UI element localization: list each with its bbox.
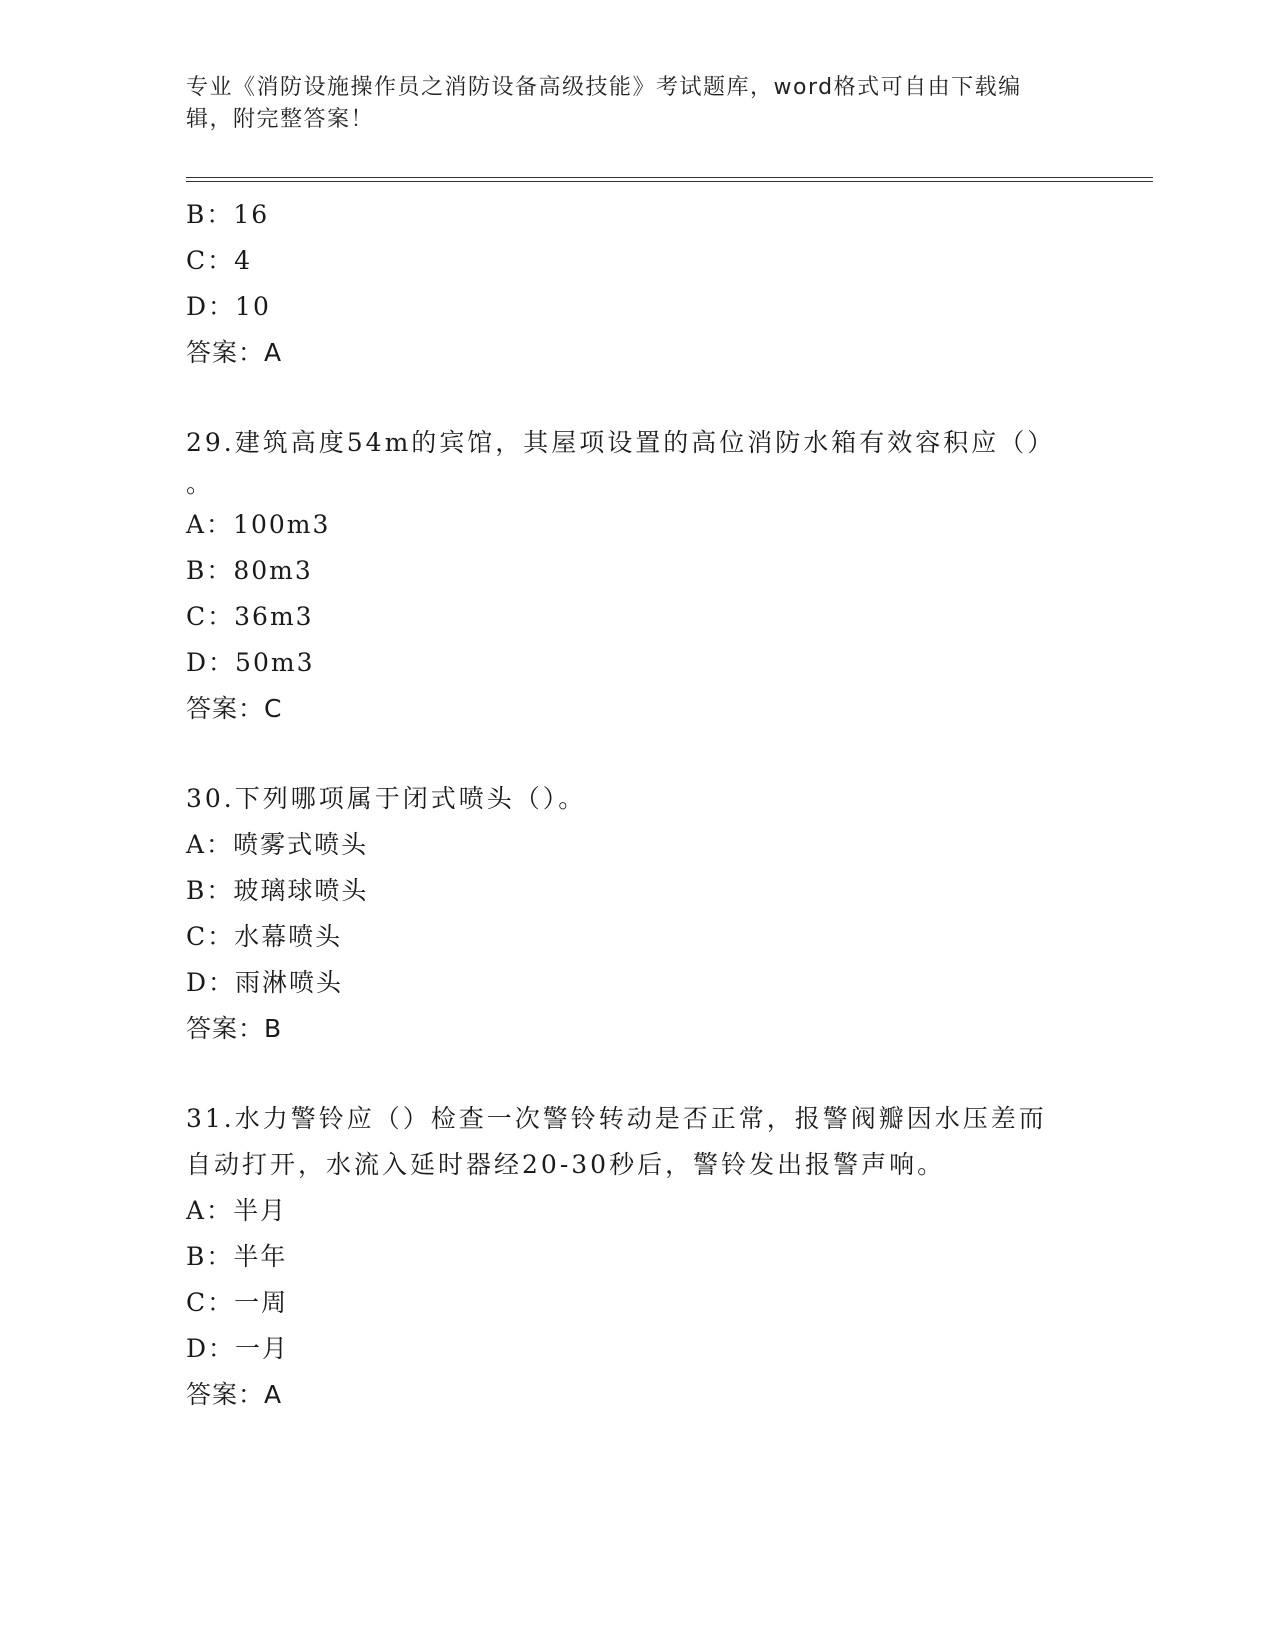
option-text: 4 bbox=[234, 246, 253, 275]
option-text: 80m3 bbox=[233, 556, 313, 585]
option-label: B： bbox=[186, 556, 234, 585]
option-a bbox=[186, 822, 1086, 868]
answer-line: 答案：C bbox=[186, 694, 283, 723]
question-list bbox=[186, 192, 1086, 1418]
option-c bbox=[186, 1280, 1086, 1326]
option-text: 喷雾式喷头 bbox=[233, 830, 369, 859]
document-header bbox=[186, 72, 1066, 136]
option-d bbox=[186, 284, 1086, 330]
option-text: 雨淋喷头 bbox=[235, 968, 344, 997]
option-text: 10 bbox=[235, 292, 271, 321]
header-line-2: 辑，附完整答案！ bbox=[186, 107, 375, 132]
option-text: 半月 bbox=[233, 1196, 288, 1225]
question-stem bbox=[186, 420, 1066, 502]
option-label: B： bbox=[186, 1242, 234, 1271]
option-d bbox=[186, 1326, 1086, 1372]
question-30 bbox=[186, 776, 1086, 1052]
answer-line: 答案：B bbox=[186, 1014, 283, 1043]
option-c bbox=[186, 238, 1086, 284]
question-stem-line-1: 30.下列哪项属于闭式喷头（）。 bbox=[186, 784, 587, 813]
option-c bbox=[186, 594, 1086, 640]
option-text: 36m3 bbox=[234, 602, 314, 631]
option-a bbox=[186, 1188, 1086, 1234]
question-28-continuation bbox=[186, 192, 1086, 376]
spacer bbox=[186, 1052, 1086, 1096]
option-b bbox=[186, 868, 1086, 914]
option-text: 一月 bbox=[235, 1334, 290, 1363]
option-label: C： bbox=[186, 1288, 235, 1317]
option-label: B： bbox=[186, 200, 234, 229]
option-b bbox=[186, 1234, 1086, 1280]
question-29 bbox=[186, 420, 1086, 732]
header-rule-bottom bbox=[186, 181, 1153, 182]
option-c bbox=[186, 914, 1086, 960]
answer-line: 答案：A bbox=[186, 338, 283, 367]
question-stem bbox=[186, 1096, 1066, 1188]
option-label: A： bbox=[186, 830, 234, 859]
question-stem-line-1: 29.建筑高度54m的宾馆，其屋项设置的高位消防水箱有效容积应（） bbox=[186, 428, 1056, 457]
option-text: 100m3 bbox=[233, 510, 331, 539]
option-label: D： bbox=[186, 968, 236, 997]
header-line-1: 专业《消防设施操作员之消防设备高级技能》考试题库，word格式可自由下载编 bbox=[186, 75, 1022, 100]
question-stem-line-2: 自动打开，水流入延时器经20-30秒后，警铃发出报警声响。 bbox=[186, 1150, 946, 1179]
option-label: D： bbox=[186, 1334, 236, 1363]
question-stem bbox=[186, 776, 1066, 822]
option-text: 50m3 bbox=[235, 648, 315, 677]
header-rule-top bbox=[186, 177, 1153, 178]
option-label: C： bbox=[186, 602, 235, 631]
spacer bbox=[186, 376, 1086, 420]
question-stem-line-2: 。 bbox=[186, 469, 215, 498]
option-b bbox=[186, 548, 1086, 594]
option-label: C： bbox=[186, 922, 235, 951]
option-label: D： bbox=[186, 648, 236, 677]
option-label: D： bbox=[186, 292, 236, 321]
question-31 bbox=[186, 1096, 1086, 1418]
option-d bbox=[186, 640, 1086, 686]
option-label: A： bbox=[186, 510, 234, 539]
option-d bbox=[186, 960, 1086, 1006]
option-text: 半年 bbox=[233, 1242, 288, 1271]
option-label: C： bbox=[186, 246, 235, 275]
option-text: 一周 bbox=[234, 1288, 289, 1317]
option-text: 水幕喷头 bbox=[234, 922, 343, 951]
option-b bbox=[186, 192, 1086, 238]
answer-line: 答案：A bbox=[186, 1380, 283, 1409]
option-label: A： bbox=[186, 1196, 234, 1225]
option-a bbox=[186, 502, 1086, 548]
spacer bbox=[186, 732, 1086, 776]
option-text: 玻璃球喷头 bbox=[233, 876, 369, 905]
option-label: B： bbox=[186, 876, 234, 905]
option-text: 16 bbox=[233, 200, 270, 229]
question-stem-line-1: 31.水力警铃应（）检查一次警铃转动是否正常，报警阀瓣因水压差而 bbox=[186, 1104, 1047, 1133]
